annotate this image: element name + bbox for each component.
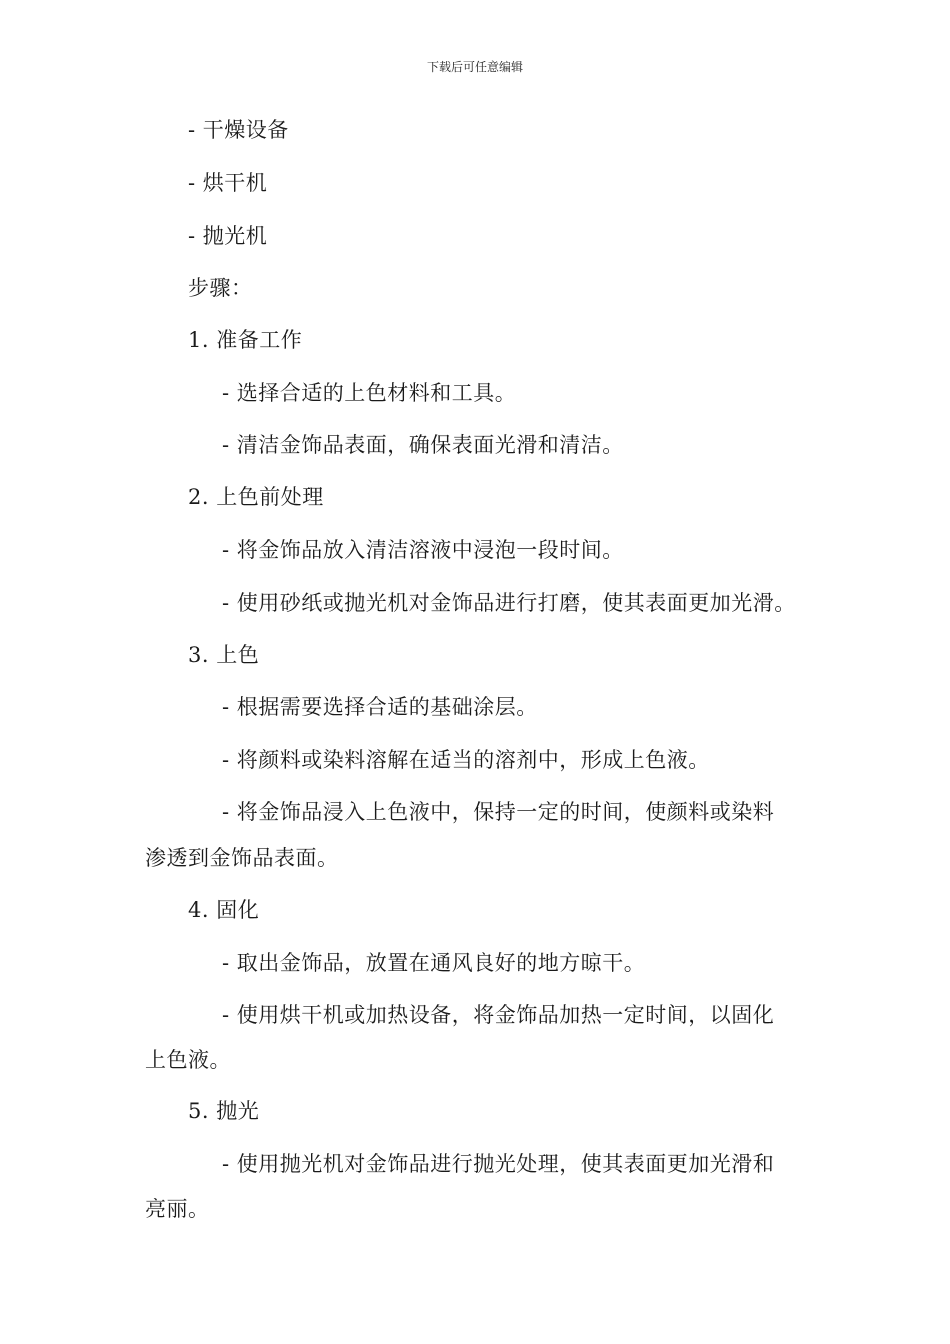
step-4-item: - 取出金饰品，放置在通风良好的地方晾干。 bbox=[222, 951, 646, 975]
equipment-item-oven: - 烘干机 bbox=[188, 171, 268, 195]
step-1-item: - 清洁金饰品表面，确保表面光滑和清洁。 bbox=[222, 433, 624, 457]
steps-heading: 步骤： bbox=[188, 276, 253, 300]
step-3-heading: 3. 上色 bbox=[188, 643, 260, 667]
step-3-item: - 将金饰品浸入上色液中，保持一定的时间，使颜料或染料 bbox=[222, 800, 775, 824]
step-5-item: - 使用抛光机对金饰品进行抛光处理，使其表面更加光滑和 bbox=[222, 1152, 775, 1176]
page-header: 下载后可任意编辑 bbox=[426, 60, 523, 74]
step-5-heading: 5. 抛光 bbox=[188, 1099, 260, 1123]
step-4-item: - 使用烘干机或加热设备，将金饰品加热一定时间，以固化 bbox=[222, 1003, 775, 1027]
step-3-item: - 将颜料或染料溶解在适当的溶剂中，形成上色液。 bbox=[222, 748, 710, 772]
step-1-heading: 1. 准备工作 bbox=[188, 328, 303, 352]
step-4-item-continued: 上色液。 bbox=[145, 1048, 231, 1072]
equipment-item-dryer: - 干燥设备 bbox=[188, 118, 289, 142]
step-3-item-continued: 渗透到金饰品表面。 bbox=[145, 846, 339, 870]
step-2-item: - 使用砂纸或抛光机对金饰品进行打磨，使其表面更加光滑。 bbox=[222, 591, 796, 615]
step-2-heading: 2. 上色前处理 bbox=[188, 485, 324, 509]
step-2-item: - 将金饰品放入清洁溶液中浸泡一段时间。 bbox=[222, 538, 624, 562]
step-3-item: - 根据需要选择合适的基础涂层。 bbox=[222, 695, 538, 719]
step-1-item: - 选择合适的上色材料和工具。 bbox=[222, 381, 517, 405]
step-5-item-continued: 亮丽。 bbox=[145, 1197, 210, 1221]
step-4-heading: 4. 固化 bbox=[188, 898, 260, 922]
equipment-item-polisher: - 抛光机 bbox=[188, 224, 268, 248]
